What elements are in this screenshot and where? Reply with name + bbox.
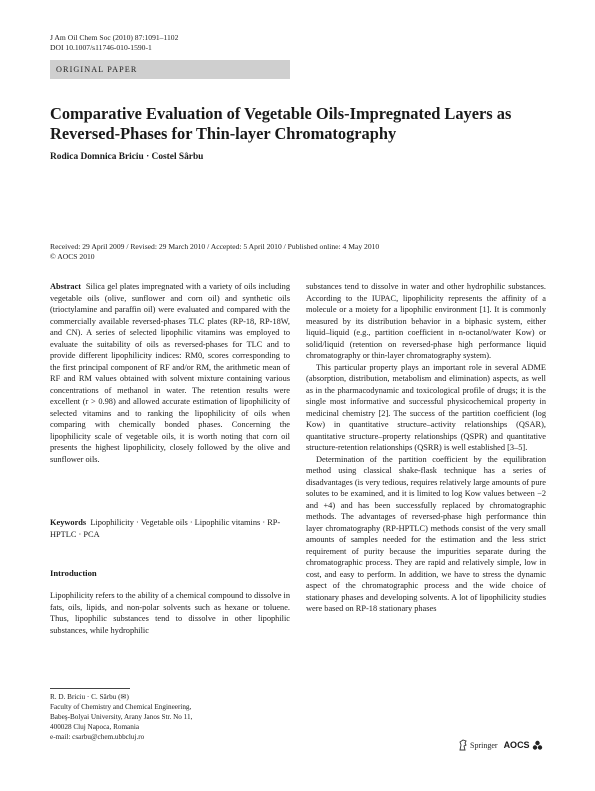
abstract-text: Silica gel plates impregnated with a variety of oils including vegetable oils (olive, sunflower and corn oil) and synthetic oils (trioctylamine and paraffin oil) were evaluated and compared with the commercially available reversed-phases TLC plates (RP-18, RP-18W, and CN). A series of selected lipophilic vitamins was employed to evaluate the suitability of oils as reversed-phases for TLC and to provide different lipophilicity indices: RM0, scores corresponding to the first principal component of RF and/or RM, the arithmetic mean of RF and RM values obtained with solvent mixture containing various concentrations of methanol in water. The retention results were excellent (r > 0.98) and allowed accurate estimation of lipophilicity of selected vitamins and to ranking the lipophilicity of oils when comparing with chemically bonded phases. Concerning the lipophilicity scale of vegetable oils, it is worth noting that corn oil presents the highest lipophilicity, closely followed by the olive and sunflower oils. — [50, 282, 291, 464]
springer-horse-icon — [458, 739, 468, 751]
footnote-divider — [50, 688, 130, 689]
springer-label: Springer — [470, 740, 498, 750]
affiliation-line-1: Faculty of Chemistry and Chemical Engineering, — [50, 703, 192, 711]
paragraph: Determination of the partition coefficient by the equilibration method using classical shake-flask technique has a series of disadvantages (is very tedious, requires relatively large amounts of pure solutes to be examined, and it is limited to log Kow values between −2 and +4) and has been successfully replaced by chromatographic methods. The advantages of reversed-phase high performance thin layer chromatography (RP-HPTLC) methods consist of the very small amounts of samples needed for the estimation and the less strict requirement of purity because the impurities separate during the chromatographic process. They are rapid and relatively simple, low in cost, and easy to perform. In addition, we have to stress the dynamic aspect of the chromatographic process and the wide choice of stationary phases and developing solvents. A lot of lipophilicity studies were based on RP-18 stationary phases — [306, 454, 546, 613]
author-affiliation — [50, 692, 290, 742]
affiliation-line-3: 400028 Cluj Napoca, Romania — [50, 723, 140, 731]
keywords-text: Lipophilicity · Vegetable oils · Lipophilic vitamins · RP-HPTLC · PCA — [50, 518, 281, 539]
journal-header — [50, 33, 178, 53]
aocs-logo — [504, 740, 543, 751]
copyright-line: © AOCS 2010 — [50, 252, 95, 261]
journal-citation: J Am Oil Chem Soc (2010) 87:1091–1102 — [50, 33, 179, 42]
abstract-label: Abstract — [50, 282, 82, 291]
article-title: Comparative Evaluation of Vegetable Oils-Impregnated Layers as Reversed-Phases for Thin-layer Chromatography — [50, 104, 512, 143]
introduction-heading: Introduction — [50, 568, 97, 578]
publication-history — [50, 242, 379, 262]
paragraph: This particular property plays an important role in several ADME (absorption, distribution, metabolism and elimination) aspects, as well as in the pharmacodynamic and toxicological profile of drugs; it is the single most informative and successful physicochemical property in medicinal chemistry [2]. The success of the partition coefficient (log Kow) in quantitative structure–activity relationships (QSAR), quantitative structure–property relationships (QSPR) and quantitative structure-retention relationships (QSRR) is well established [3–5]. — [306, 362, 546, 452]
article-type-banner: ORIGINAL PAPER — [50, 60, 290, 79]
introduction-text: Lipophilicity refers to the ability of a chemical compound to dissolve in fats, oils, lipids, and non-polar solvents such as hexane or toluene. Thus, lipophilic substances tend to dissolve in other lipophilic substances, while hydrophilic — [50, 591, 290, 635]
keywords-label: Keywords — [50, 518, 87, 527]
aocs-label: AOCS — [503, 740, 530, 750]
dates-line: Received: 29 April 2009 / Revised: 29 March 2010 / Accepted: 5 April 2010 / Published online: 4 May 2010 — [50, 242, 380, 251]
body-right-column — [306, 281, 546, 615]
affiliation-names: R. D. Briciu · C. Sârbu (✉) — [50, 693, 129, 701]
doi: DOI 10.1007/s11746-010-1590-1 — [50, 43, 152, 52]
affiliation-line-2: Babeş-Bolyai University, Arany Janos Str. No 11, — [50, 713, 193, 721]
affiliation-email[interactable]: e-mail: csarbu@chem.ubbcluj.ro — [50, 733, 145, 741]
authors: Rodica Domnica Briciu · Costel Sârbu — [50, 152, 204, 162]
springer-logo — [458, 739, 498, 751]
paragraph: substances tend to dissolve in water and other hydrophilic substances. According to the IUPAC, lipophilicity represents the affinity of a molecule or a moiety for a lipophilic environment [1]. It is commonly measured by its distribution behavior in a biphasic system, either liquid–liquid (e.g., partition coefficient in n-octanol/water Kow) or solid/liquid (retention on reversed-phase high performance liquid chromatography or thin-layer chromatography system). — [306, 282, 546, 360]
abstract — [50, 281, 290, 465]
publisher-footer — [458, 737, 543, 753]
keywords — [50, 517, 290, 540]
aocs-mark-icon — [532, 740, 543, 751]
